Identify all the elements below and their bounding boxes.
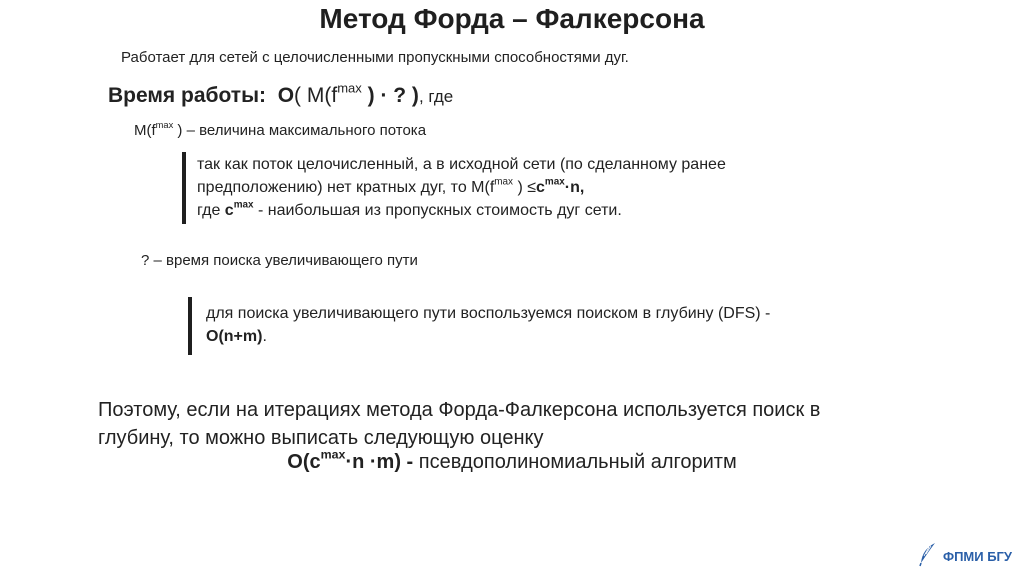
runtime-tail: , где	[418, 87, 454, 106]
runtime-rest: ) · ? )	[361, 84, 419, 107]
mdef-rest: ) – величина максимального потока	[173, 122, 427, 139]
block1-line2-c: c	[536, 179, 545, 196]
subtitle: Работает для сетей с целочисленными пропускными способностями дуг.	[121, 49, 629, 66]
block1-line2-sup2: max	[544, 176, 565, 188]
block1-line3-rest: - наибольшая из пропускных стоимость дуг сети.	[253, 202, 622, 219]
block1-line3-sup: max	[233, 199, 254, 211]
search-time-definition: ? – время поиска увеличивающего пути	[141, 252, 418, 269]
conclusion-line1: Поэтому, если на итерациях метода Форда-Фалкерсона используется поиск в	[98, 399, 821, 421]
block1-line2	[197, 176, 726, 199]
explanation-block-2	[206, 302, 770, 348]
runtime-line	[108, 80, 454, 108]
block1-line2-sup1: max	[494, 176, 513, 188]
block2-line2	[206, 325, 770, 348]
runtime-o: O	[277, 84, 295, 107]
runtime-paren: ( M(f	[294, 84, 338, 107]
block1-line2-b: ) ≤	[513, 179, 536, 196]
runtime-label: Время работы:	[108, 84, 267, 107]
block1-line2-a: предположению) нет кратных дуг, то M(f	[197, 179, 495, 196]
bracket-1	[182, 152, 186, 224]
block2-line2-b: O(n+m)	[206, 328, 263, 345]
formula-b: ·n ·m) -	[345, 451, 414, 473]
formula-rest: псевдополиномиальный алгоритм	[413, 451, 737, 473]
university-logo	[917, 542, 1012, 570]
slide-title: Метод Форда – Фалкерсона	[319, 3, 705, 34]
runtime-sup: max	[337, 80, 362, 96]
block1-line3-a: где	[197, 202, 225, 219]
max-flow-definition	[134, 122, 426, 139]
logo-text: ФПМИ БГУ	[942, 548, 1012, 564]
block2-line2-rest: .	[262, 328, 267, 345]
formula-sup: max	[320, 447, 346, 462]
bracket-2	[188, 297, 192, 355]
mdef-pre: M(f	[134, 122, 156, 139]
block1-line3	[197, 199, 726, 222]
final-formula	[0, 447, 1024, 474]
mdef-sup: max	[155, 120, 174, 131]
block1-line3-c: c	[224, 202, 234, 219]
conclusion	[98, 396, 820, 452]
block2-line1: для поиска увеличивающего пути воспользуемся поиском в глубину (DFS) -	[206, 305, 771, 322]
feather-logo-icon	[917, 541, 939, 572]
explanation-block-1	[197, 153, 726, 222]
block1-line2-d: ·n,	[564, 179, 585, 196]
block1-line1: так как поток целочисленный, а в исходной сети (по сделанному ранее	[197, 156, 726, 173]
conclusion-line2: глубину, то можно выписать следующую оценку	[98, 427, 544, 449]
formula-a: O(c	[287, 451, 321, 473]
